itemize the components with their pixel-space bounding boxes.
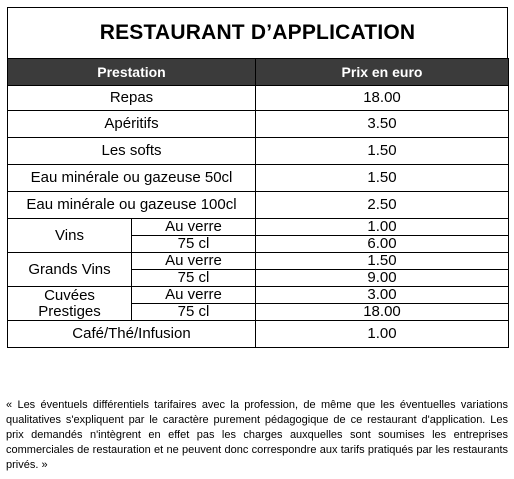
prestation-cell: Eau minérale ou gazeuse 50cl [8, 165, 256, 192]
price-cell: 1.00 [256, 321, 509, 348]
price-cell: 6.00 [256, 236, 509, 253]
sub-prestation-cell: 75 cl [132, 270, 256, 287]
table-row [8, 86, 509, 111]
page-title: RESTAURANT D’APPLICATION [7, 7, 508, 58]
group-label-cuvees-prestiges [8, 287, 132, 321]
table-row [8, 111, 509, 138]
price-cell: 1.50 [256, 165, 509, 192]
table-row [8, 321, 509, 348]
disclaimer-note: « Les éventuels différentiels tarifaires avec la profession, de même que les éventuelles variations qualitatives s'expliquent par le caractère purement pédagogique de ce restaurant d'application. Les prix demandés n'intègrent en effet pas les charges auxquelles sont soumises les entreprises commerciales de restauration et ne peuvent donc correspondre aux tarifs pratiqués par les restaurants privés. » [6, 399, 508, 471]
group-label-vins: Vins [8, 219, 132, 253]
group-label-line: Cuvées [44, 286, 95, 304]
table-header-row [8, 59, 509, 86]
sub-prestation-cell: Au verre [132, 287, 256, 304]
sub-prestation-cell: 75 cl [132, 304, 256, 321]
table-row [8, 287, 509, 304]
sub-prestation-cell: Au verre [132, 219, 256, 236]
prestation-cell: Repas [8, 86, 256, 111]
column-header-prix: Prix en euro [256, 59, 509, 86]
prestation-cell: Les softs [8, 138, 256, 165]
table-row [8, 192, 509, 219]
table-row [8, 219, 509, 236]
prestation-cell: Café/Thé/Infusion [8, 321, 256, 348]
prestation-cell: Eau minérale ou gazeuse 100cl [8, 192, 256, 219]
table-row [8, 253, 509, 270]
price-cell: 18.00 [256, 304, 509, 321]
column-header-prestation: Prestation [8, 59, 256, 86]
price-cell: 2.50 [256, 192, 509, 219]
price-cell: 3.00 [256, 287, 509, 304]
price-table [7, 58, 509, 348]
price-cell: 9.00 [256, 270, 509, 287]
table-row [8, 165, 509, 192]
price-cell: 3.50 [256, 111, 509, 138]
sub-prestation-cell: Au verre [132, 253, 256, 270]
price-cell: 18.00 [256, 86, 509, 111]
prestation-cell: Apéritifs [8, 111, 256, 138]
table-row [8, 138, 509, 165]
price-cell: 1.50 [256, 138, 509, 165]
price-cell: 1.50 [256, 253, 509, 270]
sub-prestation-cell: 75 cl [132, 236, 256, 253]
price-cell: 1.00 [256, 219, 509, 236]
group-label-line: Prestiges [38, 302, 101, 320]
group-label-grands-vins: Grands Vins [8, 253, 132, 287]
price-sheet [7, 7, 508, 348]
